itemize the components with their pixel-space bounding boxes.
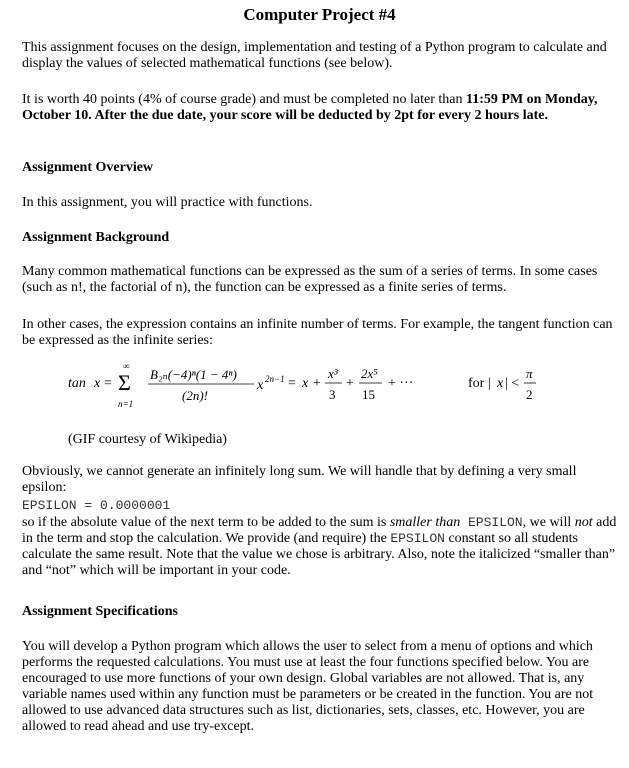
svg-text:Σ: Σ: [118, 370, 131, 395]
gif-credit: (GIF courtesy of Wikipedia): [68, 432, 227, 447]
background-paragraph-2: In other cases, the expression contains an infinite number of terms. For example, the tangent function can be expressed as the infinite series:: [22, 317, 613, 348]
tangent-series-formula: [22, 355, 617, 415]
background-paragraph-1: Many common mathematical functions can be expressed as the sum of a series of terms. In some cases (such as n!, the factorial of n), the function can be expressed as a finite series of terms.: [22, 264, 598, 295]
svg-text:n=1: n=1: [118, 399, 134, 409]
specs-text: You will develop a Python program which allows the user to select from a menu of options and which performs the requested calculations. You must use at least the four functions specified below. You are encouraged to use more functions of your own design. Global variables are not allowed. That is, any variable names used within any function must be parameters or be created in the function. You are not allowed to use advanced data structures such as list, dictionaries, sets, classes, etc. However, you are allowed to read ahead and use try-except.: [22, 639, 594, 734]
intro-paragraph: This assignment focuses on the design, implementation and testing of a Python program to calculate and display the values of selected mathematical functions (see below).: [22, 40, 607, 71]
svg-text:2n−1: 2n−1: [265, 374, 285, 384]
svg-text:3: 3: [329, 387, 336, 402]
p4-text-b: , we will: [522, 515, 575, 530]
p4-emphasis-not: not: [574, 515, 593, 530]
svg-text:x: x: [257, 378, 264, 393]
svg-text:2: 2: [526, 387, 533, 402]
svg-text:∞: ∞: [123, 361, 130, 371]
svg-text:x: x: [497, 376, 504, 391]
svg-text:2x⁵: 2x⁵: [361, 366, 378, 381]
due-time: 11:59 PM on: [466, 92, 542, 107]
page-title: Computer Project #4: [243, 5, 396, 24]
due-date: Monday, October 10. After the due date, your score will be deducted by 2pt for every 2 hours late.: [22, 92, 598, 123]
svg-text:for |: for |: [468, 376, 491, 391]
svg-text:+: +: [313, 376, 321, 391]
p4-emphasis-smaller-than: smaller than: [389, 515, 461, 530]
overview-text: In this assignment, you will practice with functions.: [22, 195, 313, 210]
svg-text:=: =: [288, 376, 296, 391]
epsilon-code: EPSILON = 0.0000001: [22, 498, 171, 513]
svg-text:| <: | <: [505, 376, 520, 391]
p4-code-epsilon-1: EPSILON: [460, 515, 523, 530]
due-paragraph: [22, 92, 617, 124]
background-paragraph-3: Obviously, we cannot generate an infinitely long sum. We will handle that by defining a very small epsilon:: [22, 464, 577, 495]
p4-text-a: so if the absolute value of the next term to be added to the sum is: [22, 515, 390, 530]
svg-text:(2n)!: (2n)!: [182, 388, 208, 403]
svg-text:+: +: [346, 376, 354, 391]
svg-text:x³: x³: [328, 366, 338, 381]
svg-text:=: =: [104, 376, 112, 391]
p4-text-d: constant so all students calculate the same result. Note that the value we chose is arbitrary. Also, note the italicized “smaller than” and “not” which will be important in your code.: [22, 531, 616, 578]
svg-text:π: π: [526, 366, 533, 381]
svg-text:x: x: [94, 376, 101, 391]
overview-heading: Assignment Overview: [22, 160, 154, 175]
due-text: It is worth 40 points (4% of course grade) and must be completed no later than: [22, 92, 466, 107]
svg-text:tan: tan: [68, 376, 86, 391]
svg-text:+ ···: + ···: [388, 376, 414, 391]
svg-text:x: x: [302, 376, 309, 391]
svg-text:15: 15: [362, 387, 375, 402]
p4-text-c: add in the term and stop the calculation. We provide (and require) the: [22, 515, 617, 546]
background-paragraph-4: [22, 515, 617, 579]
svg-text:B₂ₙ(−4)ⁿ(1 − 4ⁿ): B₂ₙ(−4)ⁿ(1 − 4ⁿ): [150, 367, 237, 382]
p4-code-epsilon-2: EPSILON: [390, 531, 445, 546]
specs-heading: Assignment Specifications: [22, 604, 178, 619]
background-heading: Assignment Background: [22, 230, 170, 245]
